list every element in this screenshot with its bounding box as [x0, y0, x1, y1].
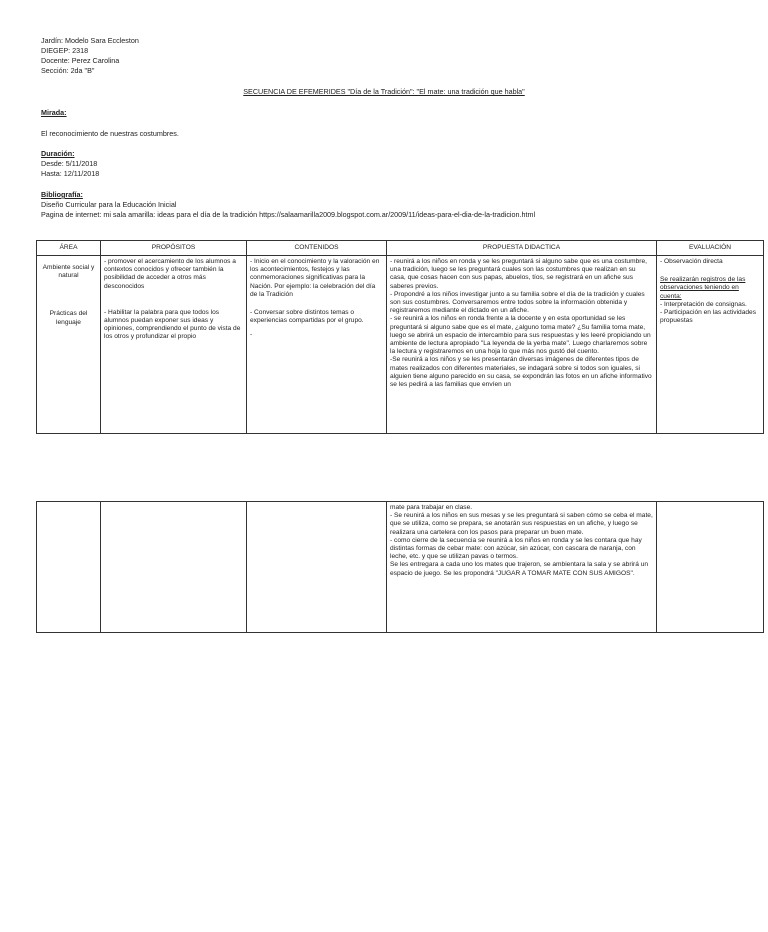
diegep-line: DIEGEP: 2318	[41, 46, 89, 55]
header-area: ÁREA	[37, 241, 101, 256]
contenidos-cell-empty	[247, 502, 387, 633]
propuesta-3: - se reunirá a los niños en ronda frente a la docente y en esta oportunidad se les preguntará si alguno sabe que es el mate, ¿alguno toma mate? ¿Su familia toma mate, luego se abrirá un espacio de intercambio para sus respuestas y les leeré propiciando un ambiente de lectura apropiado "La leyenda de la yerba mate". Luego charlaremos sobre la lectura y registraremos en una hoja lo que más nos gustó del cuento.	[390, 315, 651, 356]
table-header-row	[37, 241, 764, 256]
area-cell-empty	[37, 502, 101, 633]
propuesta-cell-continued	[387, 502, 657, 633]
evaluacion-cell	[657, 256, 764, 434]
evaluacion-3: - Interpretación de consignas.	[660, 300, 747, 308]
propositos-cell	[101, 256, 247, 434]
seccion-line: Sección: 2da "B"	[41, 66, 95, 75]
evaluacion-1: - Observación directa	[660, 258, 723, 265]
header-propositos: PROPÓSITOS	[101, 241, 247, 256]
header-contenidos: CONTENIDOS	[247, 241, 387, 256]
header-evaluacion: EVALUACIÓN	[657, 241, 764, 256]
propuesta-cont-3: - como cierre de la secuencia se reunirá a los niños en ronda y se les contara que hay distintas formas de cebar mate: con azúcar, sin azúcar, con cascara de naranja, con leche, etc. y que se utilizan pavas o termos.	[390, 536, 642, 561]
evaluacion-2: Se realizarán registros de las observaciones teniendo en cuenta:	[660, 276, 746, 300]
duracion-desde: Desde: 5/11/2018	[41, 159, 98, 168]
mirada-text: El reconocimiento de nuestras costumbres.	[41, 129, 179, 138]
duracion-hasta: Hasta: 12/11/2018	[41, 169, 100, 178]
propositos-cell-empty	[101, 502, 247, 633]
document-title: SECUENCIA DE EFEMERIDES "Día de la Tradición": "El mate: una tradición que habla"	[243, 87, 525, 96]
contenido-1: - Inicio en el conocimiento y la valoración en los acontecimientos, festejos y las conmemoraciones significativas para la Nación. Por ejemplo: la celebración del día de la Tradición	[250, 258, 380, 298]
table-row	[37, 502, 764, 633]
table-row	[37, 256, 764, 434]
planning-table	[36, 240, 764, 434]
duracion-heading: Duración:	[41, 149, 75, 158]
bibliografia-heading: Bibliografía:	[41, 190, 83, 199]
proposito-2: - Habilitar la palabra para que todos los alumnos puedan exponer sus ideas y opiniones, comprendiendo el punto de vista de los otros y profundizar el propio	[104, 308, 241, 341]
header-propuesta: PROPUESTA DIDACTICA	[387, 241, 657, 256]
jardin-line: Jardín: Modelo Sara Eccleston	[41, 36, 139, 45]
proposito-1: - promover el acercamiento de los alumnos a contextos conocidos y ofrecer también la posibilidad de acceder a otros más desconocidos	[104, 258, 236, 290]
evaluacion-cell-empty	[657, 502, 764, 633]
propuesta-1: - reunirá a los niños en ronda y se les preguntará si alguno sabe que es una costumbre, una tradición, luego se les preguntará cuales son las costumbres que realizan en su casa, que cosas hacen con sus papas, abuelos, tíos, se registrará en un afiche sus saberes previos.	[390, 258, 647, 290]
area-cell	[37, 256, 101, 434]
contenido-3: -	[250, 331, 253, 339]
docente-line: Docente: Perez Carolina	[41, 56, 120, 65]
propuesta-cont-2: - Se reunirá a los niños en sus mesas y se les preguntará si saben cómo se ceba el mate, que se utiliza, como se prepara, se anotarán sus respuestas en un afiche, y luego se realizara una cartelera con los pasos para preparar un buen mate.	[390, 512, 653, 536]
propuesta-4: -Se reunirá a los niños y se les presentarán diversas imágenes de diferentes tipos de mates realizados con diferentes materiales, se indagará sobre si todos son iguales, si alguien tiene alguno parecido en su casa, se expondrán las fotos en un afiche informativo se les pedirá a las familias que envíen un	[390, 356, 652, 389]
contenidos-cell	[247, 256, 387, 434]
propuesta-cont-4: Se les entregara a cada uno los mates que trajeron, se ambientara la sala y se abrirá un espacio de juego. Se les propondrá "JUGAR A TOMAR MATE CON SUS AMIGOS".	[390, 561, 649, 577]
planning-table-continued	[36, 501, 764, 633]
propuesta-cell	[387, 256, 657, 434]
area-practicas: Prácticas del lenguaje	[49, 310, 88, 326]
area-ambiente: Ambiente social y natural	[42, 264, 95, 280]
bibliografia-line2: Pagina de internet: mi sala amarilla: ideas para el día de la tradición https://salaamarilla2009.blogspot.com.ar/2009/11/ideas-para-el-dia-de-la-tradicion.html	[41, 210, 536, 219]
bibliografia-line1: Diseño Curricular para la Educación Inicial	[41, 200, 177, 209]
propuesta-cont-1: mate para trabajar en clase.	[390, 504, 473, 511]
evaluacion-4: - Participación en las actividades propuestas	[660, 309, 757, 325]
mirada-heading: Mirada:	[41, 108, 67, 117]
contenido-2: - Conversar sobre distintos temas o experiencias compartidas por el grupo.	[250, 309, 364, 325]
propuesta-2: - Propondré a los niños investigar junto a su familia sobre el día de la tradición y cuales son sus costumbres. Conversaremos entre todos sobre la información obtenida y registraremos mediante el dictado en un afiche.	[390, 290, 645, 315]
